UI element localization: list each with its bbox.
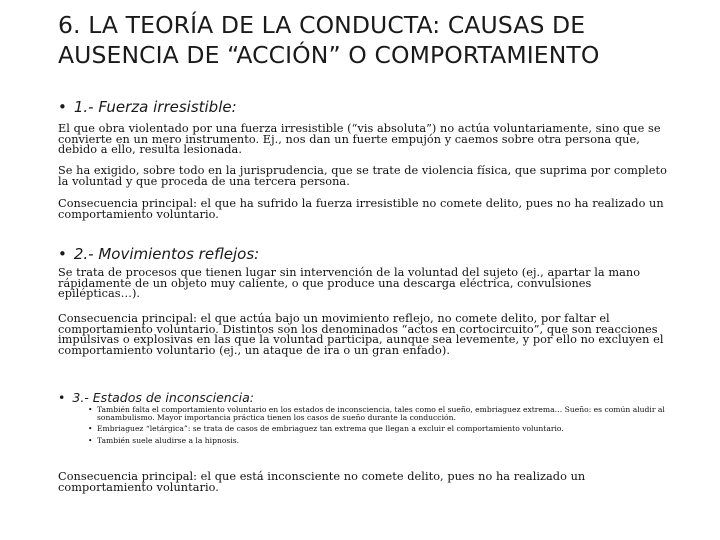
sub-bullet-text: También suele aludirse a la hipnosis.	[97, 435, 240, 445]
section-heading-text: 3.- Estados de inconsciencia:	[72, 390, 254, 405]
section-heading-movimientos-reflejos	[58, 245, 259, 263]
sub-bullet-icon: •	[88, 424, 93, 434]
bullet-icon: •	[58, 98, 67, 116]
slide-title: 6. LA TEORÍA DE LA CONDUCTA: CAUSAS DE AUSENCIA DE “ACCIÓN” O COMPORTAMIENTO	[58, 11, 600, 69]
section-heading-text: 1.- Fuerza irresistible:	[73, 98, 237, 116]
paragraph: El que obra violentado por una fuerza irresistible (“vis absoluta”) no actúa voluntariamente, sino que se convierte en un mero instrumento. Ej., nos dan un fuerte empujón y caemos sobre otra persona que, debido a ello, resulta lesionada.	[58, 122, 661, 156]
sub-bullet-icon: •	[88, 435, 93, 445]
section-heading-estados-inconsciencia	[58, 390, 254, 405]
paragraph: Consecuencia principal: el que actúa bajo un movimiento reflejo, no comete delito, por faltar el comportamiento voluntario. Distintos son los denominados “actos en cortocircuito”, que son reacciones impulsivas o explosivas en las que la voluntad participa, aunque sea levemente, y por ello no excluyen el comportamiento voluntario (ej., un ataque de ira o un gran enfado).	[58, 312, 664, 357]
paragraph: Se ha exigido, sobre todo en la jurisprudencia, que se trate de violencia física, que suprima por completo la voluntad y que proceda de una tercera persona.	[58, 164, 667, 188]
paragraph: Consecuencia principal: el que está inconsciente no comete delito, pues no ha realizado un comportamiento voluntario.	[58, 470, 586, 494]
sub-bullet-text: Embriaguez “letárgica”: se trata de casos de embriaguez tan extrema que llegan a excluir el comportamiento voluntario.	[97, 424, 564, 434]
paragraph: Se trata de procesos que tienen lugar sin intervención de la voluntad del sujeto (ej., apartar la mano rápidamente de un objeto muy caliente, o que produce una descarga eléctrica, convulsiones epilépticas…).	[58, 266, 641, 300]
section-heading-text: 2.- Movimientos reflejos:	[73, 245, 260, 263]
sub-bullet-text: También falta el comportamiento voluntario en los estados de inconsciencia, tales como el sueño, embriaguez extrema… Sueño: es común aludir al sonambulismo. Mayor importancia práctica tienen los casos de sueño durante la conducción.	[97, 405, 665, 423]
sub-bullet-item	[88, 437, 708, 445]
sub-bullet-item	[88, 406, 708, 422]
bullet-icon: •	[58, 245, 67, 263]
bullet-icon: •	[58, 390, 66, 405]
sub-bullet-icon: •	[88, 405, 93, 414]
section-heading-fuerza-irresistible	[58, 98, 237, 116]
paragraph: Consecuencia principal: el que ha sufrido la fuerza irresistible no comete delito, pues no ha realizado un comportamiento voluntario.	[58, 197, 664, 221]
sub-bullet-item	[88, 425, 708, 433]
sub-bullet-list	[88, 406, 708, 448]
